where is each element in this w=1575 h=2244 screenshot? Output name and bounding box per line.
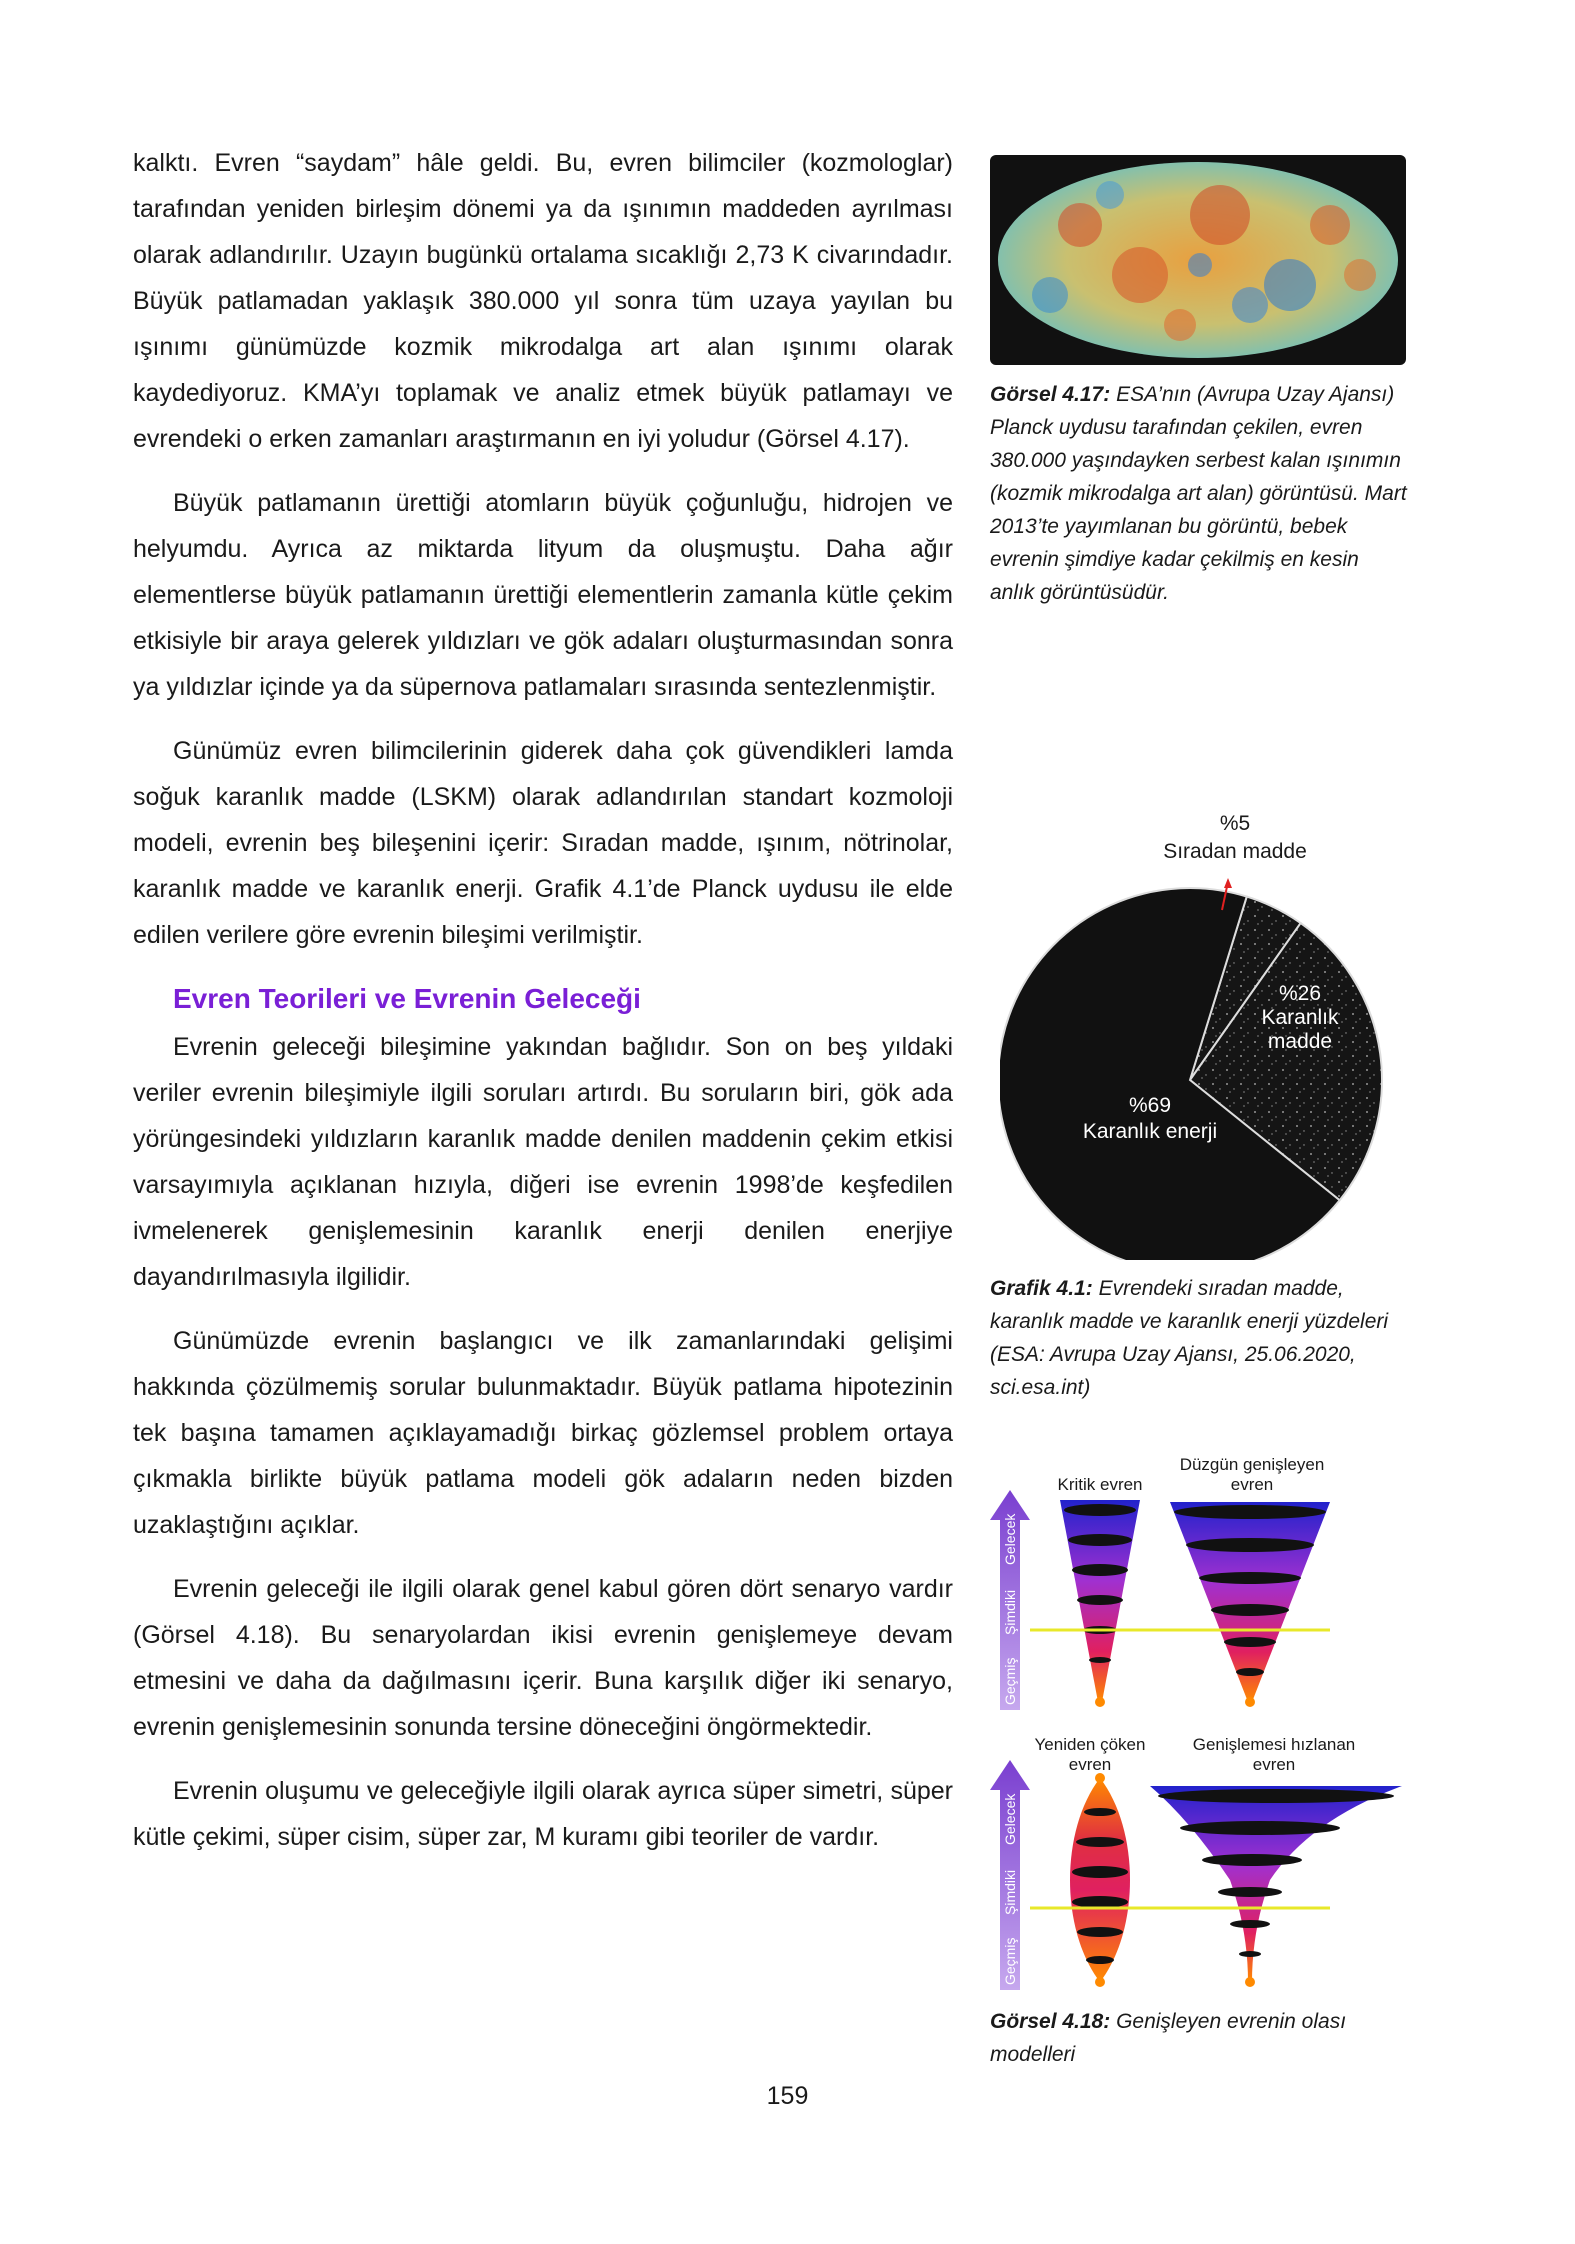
page-number: 159 bbox=[766, 2082, 809, 2110]
uniform-label-1: Düzgün genişleyen bbox=[1179, 1455, 1325, 1474]
dark-matter-label-2: madde bbox=[1267, 1030, 1333, 1053]
uniform-origin bbox=[1245, 1697, 1255, 1707]
uniform-label-2: evren bbox=[1230, 1475, 1274, 1494]
dark-energy-name-label: Karanlık enerji bbox=[1082, 1120, 1218, 1143]
axis-past-top: Geçmiş bbox=[1002, 1657, 1018, 1705]
axis-future-top: Gelecek bbox=[1002, 1513, 1018, 1565]
paragraph-3: Günümüz evren bilimcilerinin giderek daha çok güvendikleri lamda soğuk karanlık madde (LSKM) olarak adlandırılan standart kozmoloji modeli, evrenin beş bileşenini içerir: Sıradan madde, ışınım, nötrinolar, karanlık madde ve karanlık enerji. Grafik 4.1’de Planck uydusu ile elde edilen verilere göre evrenin bileşimi verilmiştir. bbox=[133, 737, 953, 949]
paragraph-6: Evrenin geleceği ile ilgili olarak genel kabul gören dört senaryo vardır (Görsel 4.18). Bu senaryolardan ikisi evrenin genişlemeye devam etmesini ve daha da dağılmasını içerir. Buna karşılık diğer iki senaryo, evrenin genişlemesinin sonunda tersine döneceğini öngörmektedir. bbox=[133, 1575, 953, 1741]
paragraph-2: Büyük patlamanın ürettiği atomların büyük çoğunluğu, hidrojen ve helyumdu. Ayrıca az miktarda lityum da oluşmuştu. Daha ağır elementlerse büyük patlamanın ürettiği elementlerin zamanla kütle çekim etkisiyle bir araya gelerek yıldızları ve gök adaları oluşturmasından sonra ya yıldızlar içinde ya da süpernova patlamaları sırasında sentezlenmiştir. bbox=[133, 489, 953, 701]
ordinary-pct-label: %5 bbox=[1219, 812, 1251, 835]
axis-future-bottom: Gelecek bbox=[1002, 1793, 1018, 1845]
paragraph-1: kalktı. Evren “saydam” hâle geldi. Bu, evren bilimciler (kozmologlar) tarafından yeniden birleşim dönemi ya da ışınımın maddeden ayrılması olarak adlandırılır. Uzayın bugünkü ortalama sıcaklığı 2,73 K civarındadır. Büyük patlamadan yaklaşık 380.000 yıl sonra tüm uzaya yayılan bu ışınımı günümüzde kozmik mikrodalga art alan ışınımı olarak kaydediyoruz. KMA’yı toplamak ve analiz etmek büyük patlamayı ve evrendeki o erken zamanları araştırmanın en iyi yoludur (Görsel 4.17). bbox=[133, 149, 953, 453]
axis-now-bottom: Şimdiki bbox=[1002, 1869, 1018, 1915]
main-text-column bbox=[133, 140, 953, 1878]
universe-models-diagram bbox=[990, 1450, 1410, 2010]
axis-past-bottom: Geçmiş bbox=[1002, 1937, 1018, 1985]
ordinary-name-label: Sıradan madde bbox=[1163, 840, 1307, 863]
composition-pie-chart bbox=[1000, 800, 1400, 1260]
collapse-label-1: Yeniden çöken bbox=[1034, 1735, 1146, 1754]
figure-4-17-text: ESA’nın (Avrupa Uzay Ajansı) Planck uydusu tarafından çekilen, evren 380.000 yaşındayken serbest kalan ışınımın (kozmik mikrodalga art alan) görüntüsü. Mart 2013’te yayımlanan bu görüntü, bebek evrenin şimdiye kadar çekilmiş en kesin anlık görüntüsüdür. bbox=[990, 383, 1407, 604]
figure-4-18-label: Görsel 4.18: bbox=[990, 2010, 1111, 2033]
accelerating-label-1: Genişlemesi hızlanan bbox=[1192, 1735, 1356, 1754]
collapse-origin bbox=[1095, 1977, 1105, 1987]
figure-4-17-label: Görsel 4.17: bbox=[990, 383, 1111, 406]
grafik-4-1-text: Evrendeki sıradan madde, karanlık madde ve karanlık enerji yüzdeleri (ESA: Avrupa Uzay Ajansı, 25.06.2020, sci.esa.int) bbox=[990, 1277, 1389, 1399]
top-panel bbox=[990, 1455, 1330, 1710]
accelerating-label-2: evren bbox=[1252, 1755, 1296, 1774]
figure-4-18-text: Genişleyen evrenin olası modelleri bbox=[990, 2010, 1347, 2066]
dark-energy-pct-label: %69 bbox=[1128, 1094, 1172, 1117]
collapse-label-2: evren bbox=[1068, 1755, 1112, 1774]
paragraph-4: Evrenin geleceği bileşimine yakından bağlıdır. Son on beş yıldaki veriler evrenin bileşimiyle ilgili soruları artırdı. Bu soruların biri, gök ada yörüngesindeki yıldızların karanlık madde denilen maddenin çekim etkisi varsayımıyla açıklanan hızıyla, diğeri ise evrenin 1998’de keşfedilen ivmelenerek genişlemesinin karanlık enerji denilen enerjiye dayandırılmasıyla ilgilidir. bbox=[133, 1033, 953, 1291]
section-heading: Evren Teorileri ve Evrenin Geleceği bbox=[173, 983, 641, 1014]
figure-4-17-caption bbox=[990, 378, 1408, 609]
dark-matter-pct-label: %26 bbox=[1278, 982, 1322, 1005]
paragraph-5: Günümüzde evrenin başlangıcı ve ilk zamanlarındaki gelişimi hakkında çözülmemiş sorular bulunmaktadır. Büyük patlama hipotezinin tek başına tamamen açıklayamadığı birkaç gözlemsel problem ortaya çıkmakla birlikte büyük patlama modeli gök adaların neden bizden uzaklaştığını açıklar. bbox=[133, 1327, 953, 1539]
critical-origin bbox=[1095, 1697, 1105, 1707]
bottom-panel bbox=[990, 1735, 1402, 1990]
cmb-map-image bbox=[990, 155, 1406, 365]
grafik-4-1-label: Grafik 4.1: bbox=[990, 1277, 1093, 1300]
grafik-4-1-caption bbox=[990, 1272, 1408, 1404]
critical-label: Kritik evren bbox=[1057, 1475, 1143, 1494]
paragraph-7: Evrenin oluşumu ve geleceğiyle ilgili olarak ayrıca süper simetri, süper kütle çekimi, süper cisim, süper zar, M kuramı gibi teoriler de vardır. bbox=[133, 1777, 953, 1851]
axis-now-top: Şimdiki bbox=[1002, 1589, 1018, 1635]
accelerating-origin bbox=[1245, 1977, 1255, 1987]
ordinary-pointer-head bbox=[1224, 878, 1232, 888]
dark-matter-label-1: Karanlık bbox=[1261, 1006, 1339, 1029]
figure-4-18-caption bbox=[990, 2005, 1408, 2071]
collapse-end bbox=[1095, 1773, 1105, 1783]
accelerating-universe-cone bbox=[1150, 1786, 1402, 1982]
